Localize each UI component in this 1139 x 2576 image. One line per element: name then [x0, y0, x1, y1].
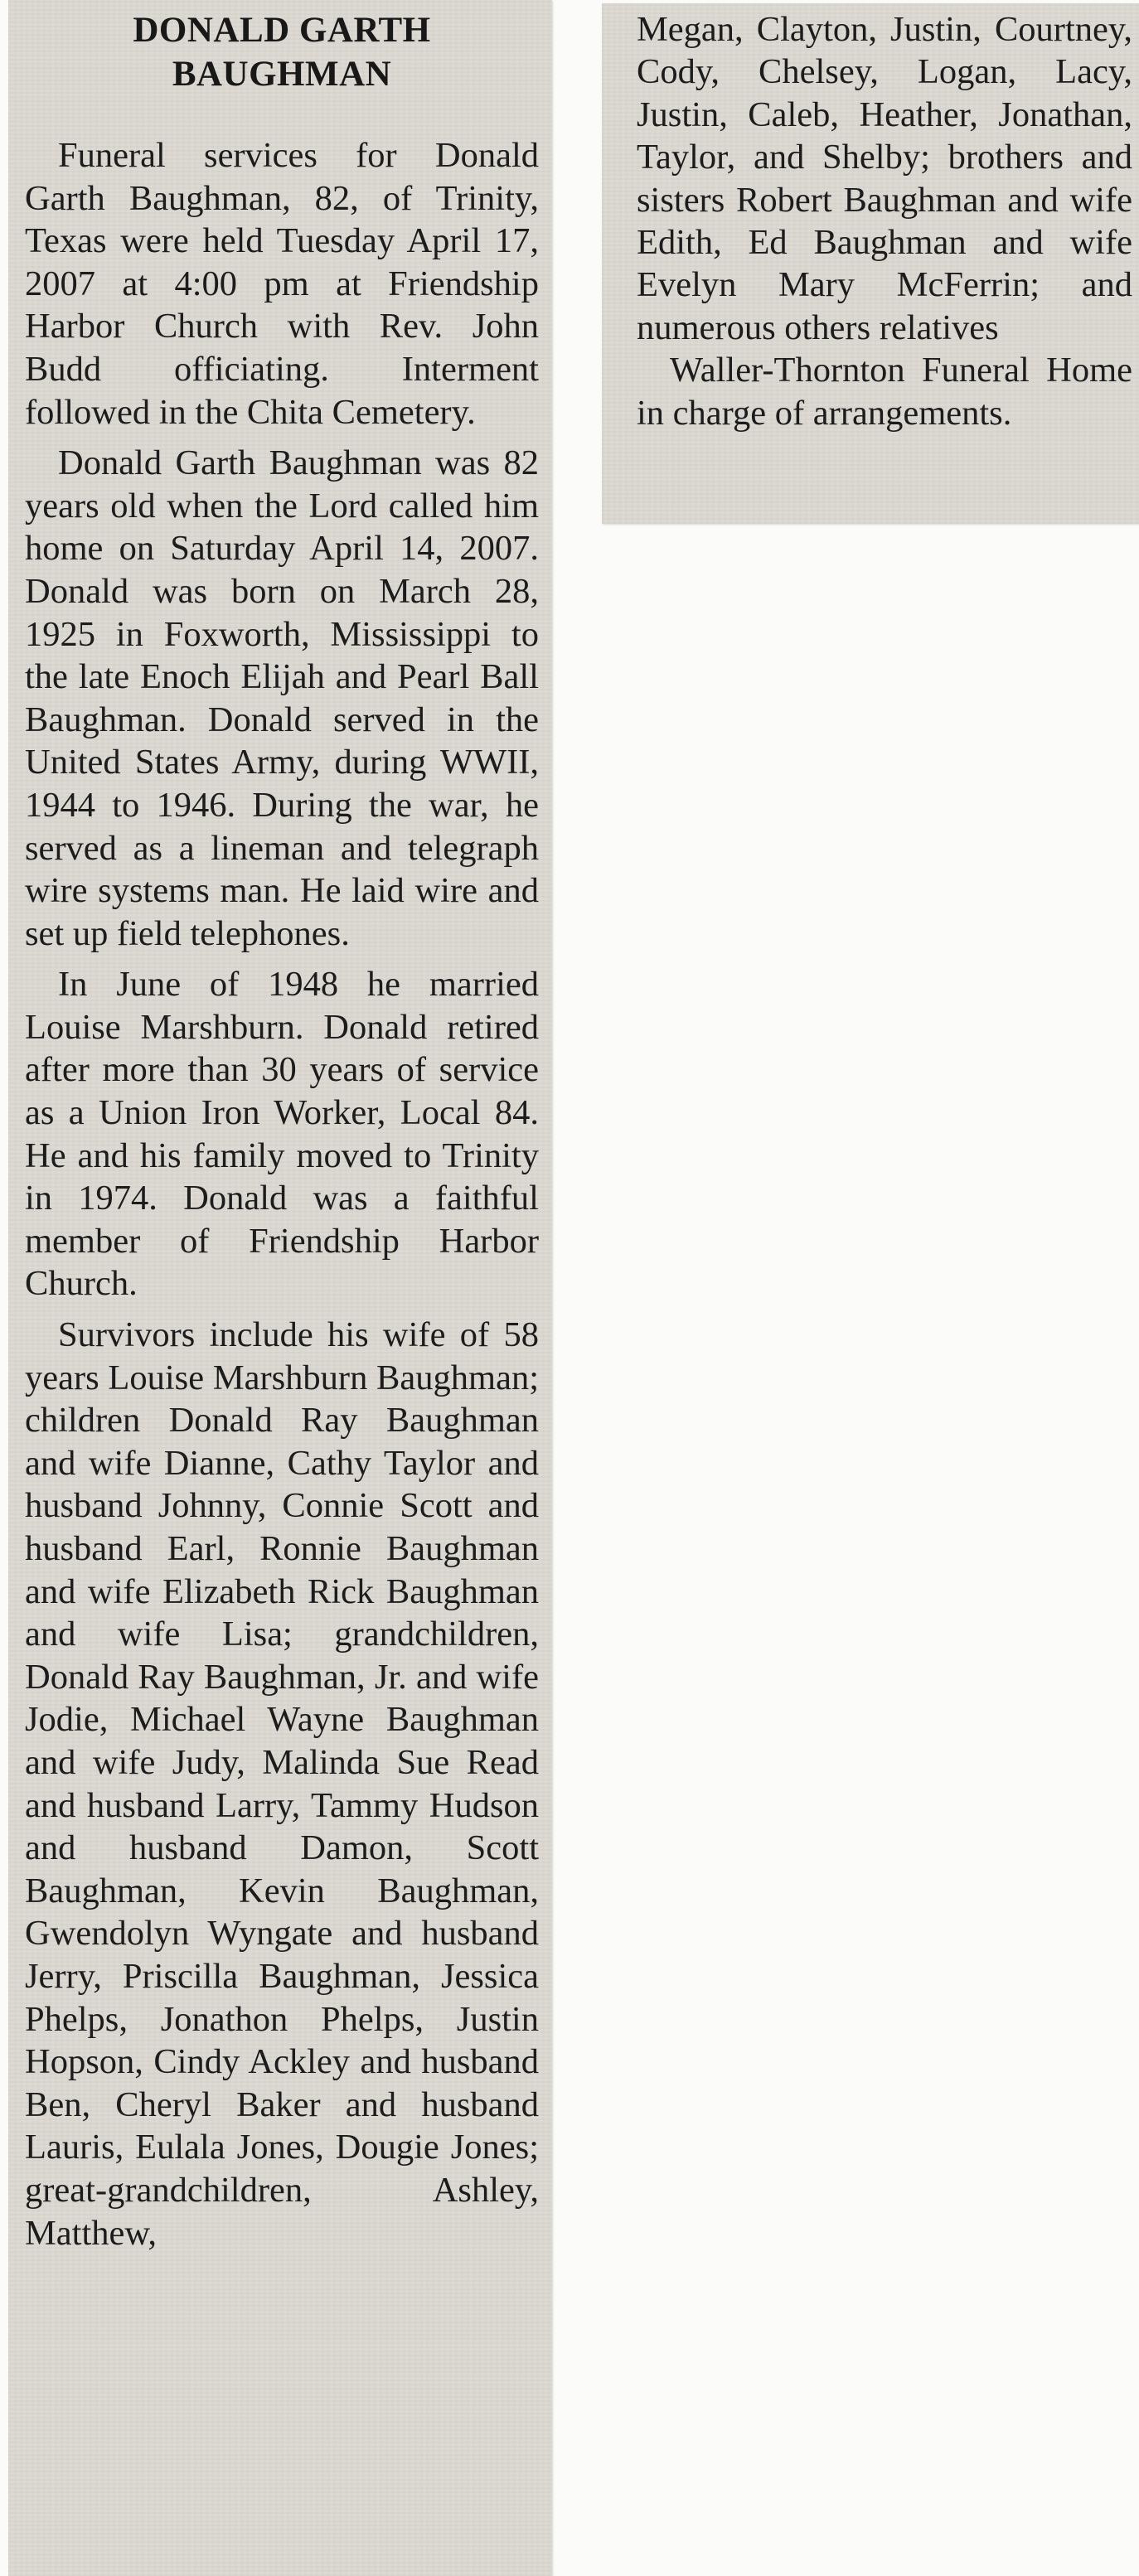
obituary-column-left: [25, 134, 539, 2254]
funeral-home-paragraph: Waller-Thornton Funeral Home in charge of arrangements.: [637, 351, 1132, 433]
headline-line-2: BAUGHMAN: [172, 55, 392, 94]
funeral-services-paragraph: Funeral services for Donald Garth Baughman, 82, of Trinity, Texas were held Tuesday April 17, 2007 at 4:00 pm at Friendship Harbor Church with Rev. John Budd officiating. Interment followed in the Chita Cemetery.: [25, 136, 539, 432]
survivors-paragraph: Survivors include his wife of 58 years Louise Marshburn Baughman; children Donald Ray Baughman and wife Dianne, Cathy Taylor and husband Johnny, Connie Scott and husband Earl, Ronnie Baughman and wife Elizabeth Rick Baughman and wife Lisa; grandchildren, Donald Ray Baughman, Jr. and wife Jodie, Michael Wayne Baughman and wife Judy, Malinda Sue Read and husband Larry, Tammy Hudson and husband Damon, Scott Baughman, Kevin Baughman, Gwendolyn Wyngate and husband Jerry, Priscilla Baughman, Jessica Phelps, Jonathon Phelps, Justin Hopson, Cindy Ackley and husband Ben, Cheryl Baker and husband Lauris, Eulala Jones, Dougie Jones; great-grandchildren, Ashley, Matthew,: [25, 1315, 539, 2253]
obituary-headline: [25, 8, 539, 96]
obituary-column-right: [637, 8, 1132, 434]
headline-line-1: DONALD GARTH: [133, 11, 431, 50]
survivors-continuation-paragraph: Megan, Clayton, Justin, Courtney, Cody, Chelsey, Logan, Lacy, Justin, Caleb, Heather, Jonathan, Taylor, and Shelby; brothers and sisters Robert Baughman and wife Edith, Ed Baughman and wife Evelyn Mary McFerrin; and numerous others relatives: [637, 10, 1132, 347]
biography-paragraph: Donald Garth Baughman was 82 years old when the Lord called him home on Saturday April 14, 2007. Donald was born on March 28, 1925 in Foxworth, Mississippi to the late Enoch Elijah and Pearl Ball Baughman. Donald served in the United States Army, during WWII, 1944 to 1946. During the war, he served as a lineman and telegraph wire systems man. He laid wire and set up field telephones.: [25, 443, 539, 953]
marriage-career-paragraph: In June of 1948 he married Louise Marshburn. Donald retired after more than 30 years of service as a Union Iron Worker, Local 84. He and his family moved to Trinity in 1974. Donald was a faithful member of Friendship Harbor Church.: [25, 965, 539, 1304]
